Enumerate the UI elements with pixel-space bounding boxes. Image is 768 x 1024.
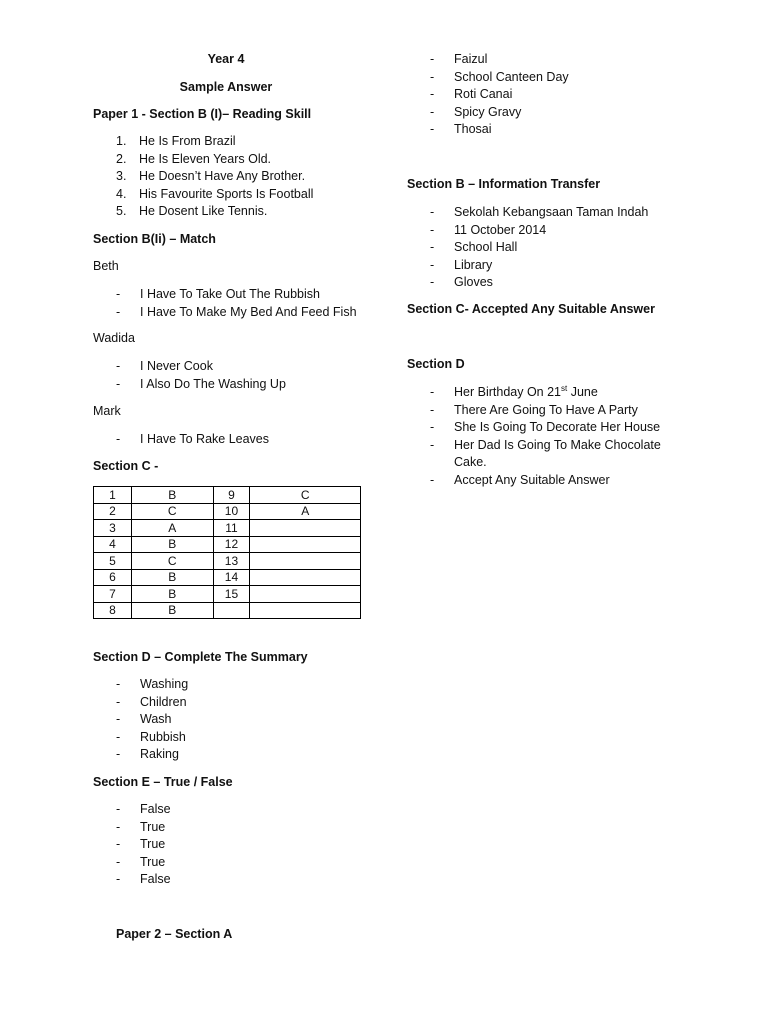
- list-item: 3. He Doesn’t Have Any Brother.: [116, 169, 306, 183]
- table-row: [94, 586, 361, 603]
- section-c-accepted-heading: Section C- Accepted Any Suitable Answer: [407, 302, 655, 316]
- table-cell: [213, 602, 250, 619]
- list-item: - Raking: [116, 747, 179, 761]
- table-cell: 8: [94, 602, 132, 619]
- list-item: - Thosai: [430, 122, 492, 136]
- paper1-heading: Paper 1 - Section B (I)– Reading Skill: [93, 107, 312, 121]
- table-cell: 12: [213, 536, 250, 553]
- table-cell: C: [131, 553, 213, 570]
- list-item: - Library: [430, 257, 493, 272]
- section-d-heading: Section D: [407, 357, 465, 371]
- table-cell: [250, 520, 361, 537]
- mark-list: [116, 431, 269, 449]
- table-cell: A: [250, 503, 361, 520]
- reading-skill-list: [116, 133, 313, 221]
- list-item: 5. He Dosent Like Tennis.: [116, 204, 268, 218]
- list-item: - I Never Cook: [116, 359, 213, 373]
- list-item: - Her Birthday On 21st June: [430, 383, 598, 399]
- table-cell: 1: [94, 487, 132, 504]
- list-item: - Sekolah Kebangsaan Taman Indah: [430, 205, 649, 219]
- list-item: 2. He Is Eleven Years Old.: [116, 151, 272, 166]
- section-e-heading: Section E – True / False: [93, 775, 233, 789]
- list-item: - Rubbish: [116, 729, 186, 744]
- table-cell: 10: [213, 503, 250, 520]
- table-cell: 3: [94, 520, 132, 537]
- table-cell: 7: [94, 586, 132, 603]
- list-item: - Washing: [116, 677, 189, 691]
- mark-label: Mark: [93, 404, 121, 418]
- sample-answer-title: Sample Answer: [179, 80, 273, 94]
- list-item: - I Have To Rake Leaves: [116, 432, 270, 446]
- section-c-heading: Section C -: [93, 459, 159, 473]
- list-item-continuation: Cake.: [454, 455, 487, 469]
- table-cell: B: [131, 536, 213, 553]
- list-item: - True: [116, 854, 166, 869]
- list-item: - Her Dad Is Going To Make Chocolate: [430, 437, 661, 452]
- true-false-list: [116, 801, 171, 889]
- table-cell: 14: [213, 569, 250, 586]
- table-cell: [250, 602, 361, 619]
- table-cell: 4: [94, 536, 132, 553]
- table-cell: 5: [94, 553, 132, 570]
- list-item: - Gloves: [430, 275, 493, 289]
- summary-list: [116, 676, 188, 764]
- list-item: - Wash: [116, 712, 172, 726]
- list-item: - School Canteen Day: [430, 69, 569, 84]
- year-title: Year 4: [207, 52, 245, 66]
- list-item: - Spicy Gravy: [430, 104, 522, 119]
- paper2-heading: Paper 2 – Section A: [116, 927, 233, 941]
- table-cell: [250, 569, 361, 586]
- list-item: - I Also Do The Washing Up: [116, 376, 286, 391]
- table-cell: A: [131, 520, 213, 537]
- list-item: - I Have To Take Out The Rubbish: [116, 287, 320, 301]
- table-row: [94, 569, 361, 586]
- table-cell: B: [131, 586, 213, 603]
- list-item: - True: [116, 819, 166, 834]
- table-cell: B: [131, 602, 213, 619]
- match-heading: Section B(Ii) – Match: [93, 232, 216, 246]
- table-cell: [250, 553, 361, 570]
- list-item: 4. His Favourite Sports Is Football: [116, 186, 314, 201]
- table-cell: B: [131, 569, 213, 586]
- list-item: - False: [116, 872, 171, 886]
- list-item: - There Are Going To Have A Party: [430, 402, 638, 417]
- info-transfer-list: [430, 204, 648, 292]
- list-item: - Children: [116, 694, 187, 709]
- list-item: - I Have To Make My Bed And Feed Fish: [116, 304, 357, 319]
- table-cell: 9: [213, 487, 250, 504]
- list-item: - She Is Going To Decorate Her House: [430, 420, 661, 434]
- list-item: - Accept Any Suitable Answer: [430, 472, 610, 487]
- right-top-list: [430, 51, 569, 139]
- table-cell: B: [131, 487, 213, 504]
- table-cell: 2: [94, 503, 132, 520]
- list-item: 1. He Is From Brazil: [116, 134, 236, 148]
- table-row: [94, 602, 361, 619]
- table-cell: 13: [213, 553, 250, 570]
- table-row: [94, 503, 361, 520]
- list-item: - False: [116, 802, 171, 816]
- table-row: [94, 553, 361, 570]
- info-transfer-heading: Section B – Information Transfer: [407, 177, 601, 191]
- table-cell: [250, 586, 361, 603]
- wadida-list: [116, 358, 286, 393]
- wadida-label: Wadida: [93, 331, 135, 345]
- table-row: [94, 536, 361, 553]
- table-cell: 6: [94, 569, 132, 586]
- list-item: - School Hall: [430, 240, 518, 254]
- table-cell: C: [131, 503, 213, 520]
- list-item: - 11 October 2014: [430, 222, 547, 237]
- section-d-summary-heading: Section D – Complete The Summary: [93, 650, 308, 664]
- table-row: [94, 487, 361, 504]
- list-item: - Roti Canai: [430, 87, 513, 101]
- beth-label: Beth: [93, 259, 119, 273]
- section-c-table: [93, 486, 361, 619]
- table-cell: 11: [213, 520, 250, 537]
- table-cell: 15: [213, 586, 250, 603]
- table-row: [94, 520, 361, 537]
- section-d-list: [430, 384, 661, 489]
- list-item: - Faizul: [430, 52, 488, 66]
- list-item: - True: [116, 837, 166, 851]
- table-cell: [250, 536, 361, 553]
- beth-list: [116, 286, 357, 321]
- table-cell: C: [250, 487, 361, 504]
